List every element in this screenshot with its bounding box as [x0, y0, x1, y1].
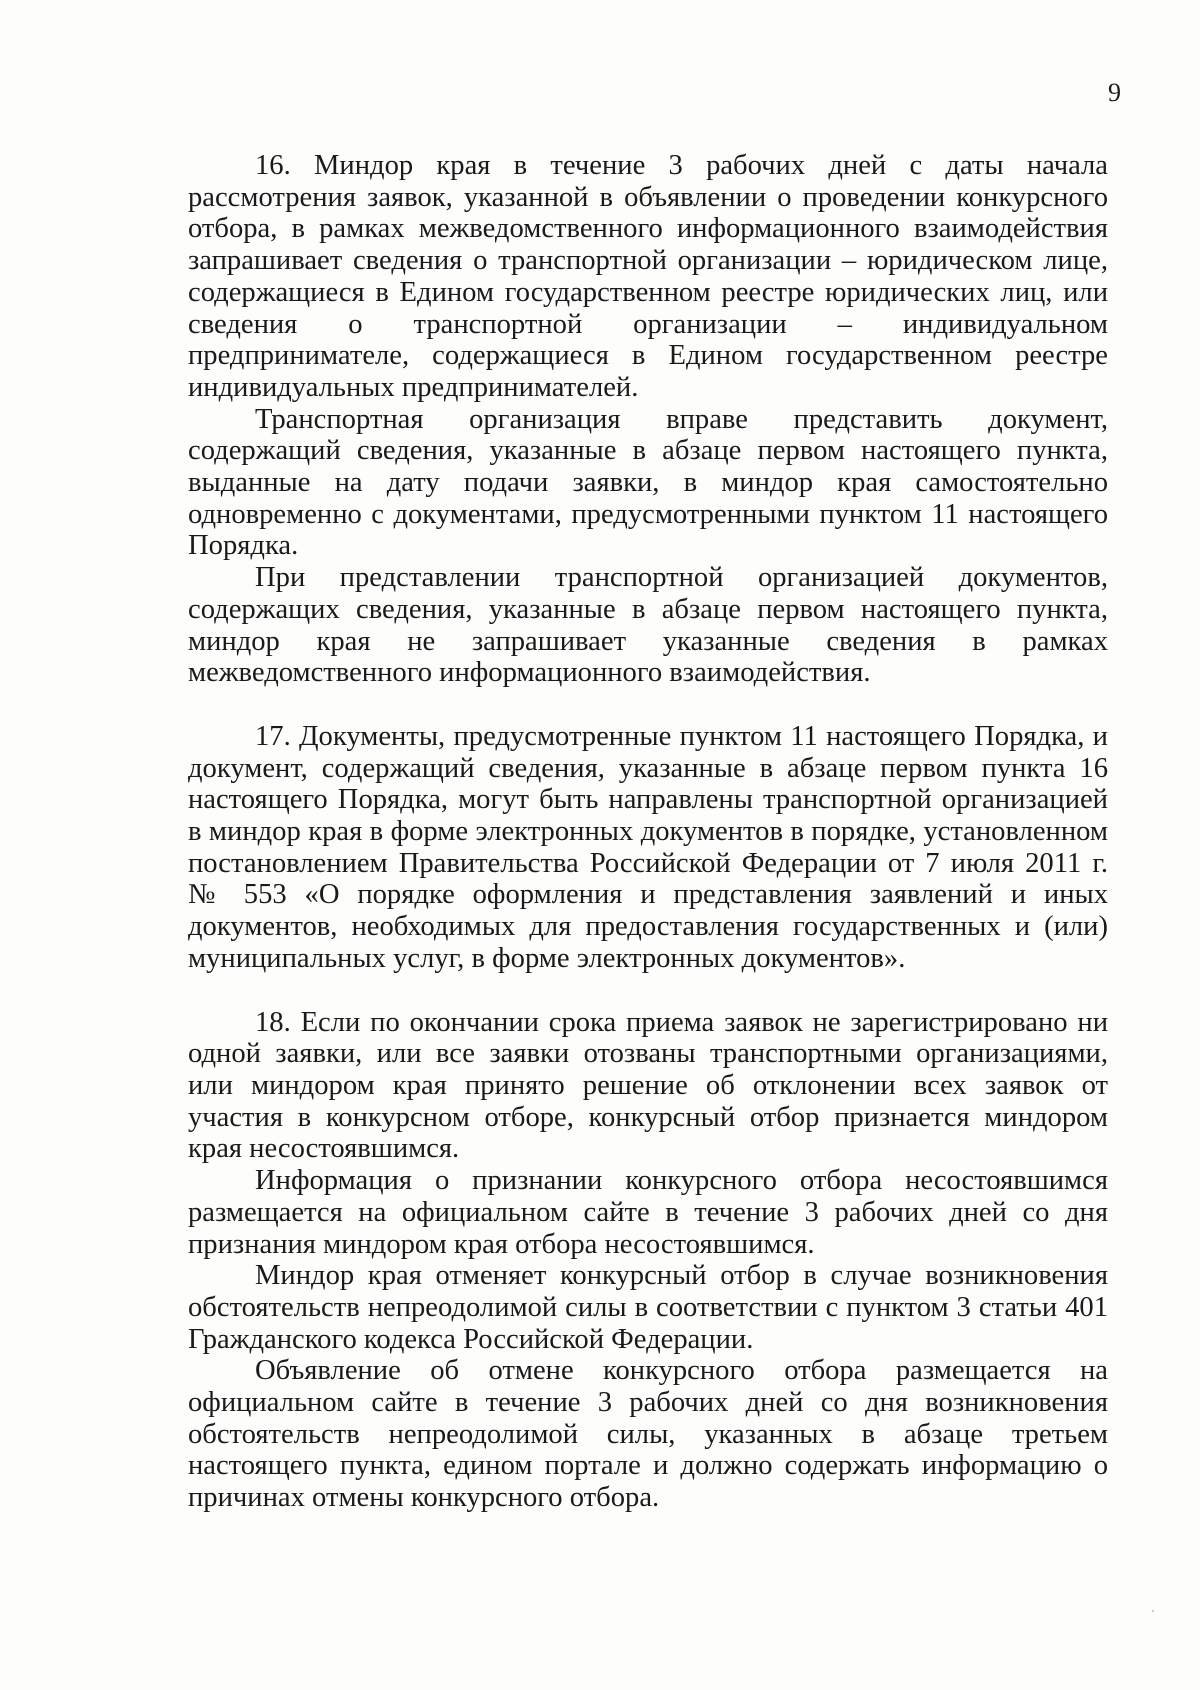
paragraph-18: 18. Если по окончании срока приема заявок не зарегистрировано ни одной заявки, или все заявки отозваны транспортными организациями, или миндором края принято решение об отклонении всех заявок от участия в конкурсном отборе, конкурсный отбор признается миндором края несостоявшимся. [188, 1006, 1108, 1165]
paragraph-18-abzac-2: Информация о признании конкурсного отбора несостоявшимся размещается на официальном сайте в течение 3 рабочих дней со дня признания миндором края отбора несостоявшимся. [188, 1165, 1108, 1260]
scan-artifact [1152, 1610, 1154, 1612]
paragraph-16-abzac-2: Транспортная организация вправе представить документ, содержащий сведения, указанные в абзаце первом настоящего пункта, выданные на дату подачи заявки, в миндор края самостоятельно одновременно с документами, предусмотренными пунктом 11 настоящего Порядка. [188, 403, 1108, 562]
paragraph-16: 16. Миндор края в течение 3 рабочих дней с даты начала рассмотрения заявок, указанной в объявлении о проведении конкурсного отбора, в рамках межведомственного информационного взаимодействия запрашивает сведения о транспортной организации – юридическом лице, содержащиеся в Едином государственном реестре юридических лиц, или сведения о транспортной организации – индивидуальном предпринимателе, содержащиеся в Едином государственном реестре индивидуальных предпринимателей. [188, 150, 1108, 403]
document-body [188, 150, 1108, 1514]
paragraph-16-abzac-3: При представлении транспортной организацией документов, содержащих сведения, указанные в абзаце первом настоящего пункта, миндор края не запрашивает указанные сведения в рамках межведомственного информационного взаимодействия. [188, 562, 1108, 689]
paragraph-18-abzac-4: Объявление об отмене конкурсного отбора размещается на официальном сайте в течение 3 рабочих дней со дня возникновения обстоятельств непреодолимой силы, указанных в абзаце третьем настоящего пункта, едином портале и должно содержать информацию о причинах отмены конкурсного отбора. [188, 1355, 1108, 1514]
paragraph-18-abzac-3: Миндор края отменяет конкурсный отбор в случае возникновения обстоятельств непреодолимой силы в соответствии с пунктом 3 статьи 401 Гражданского кодекса Российской Федерации. [188, 1260, 1108, 1355]
paragraph-17: 17. Документы, предусмотренные пунктом 11 настоящего Порядка, и документ, содержащий сведения, указанные в абзаце первом пункта 16 настоящего Порядка, могут быть направлены транспортной организацией в миндор края в форме электронных документов в порядке, установленном постановлением Правительства Российской Федерации от 7 июля 2011 г. № 553 «О порядке оформления и представления заявлений и иных документов, необходимых для предоставления государственных и (или) муниципальных услуг, в форме электронных документов». [188, 720, 1108, 974]
page-number: 9 [1108, 78, 1121, 107]
